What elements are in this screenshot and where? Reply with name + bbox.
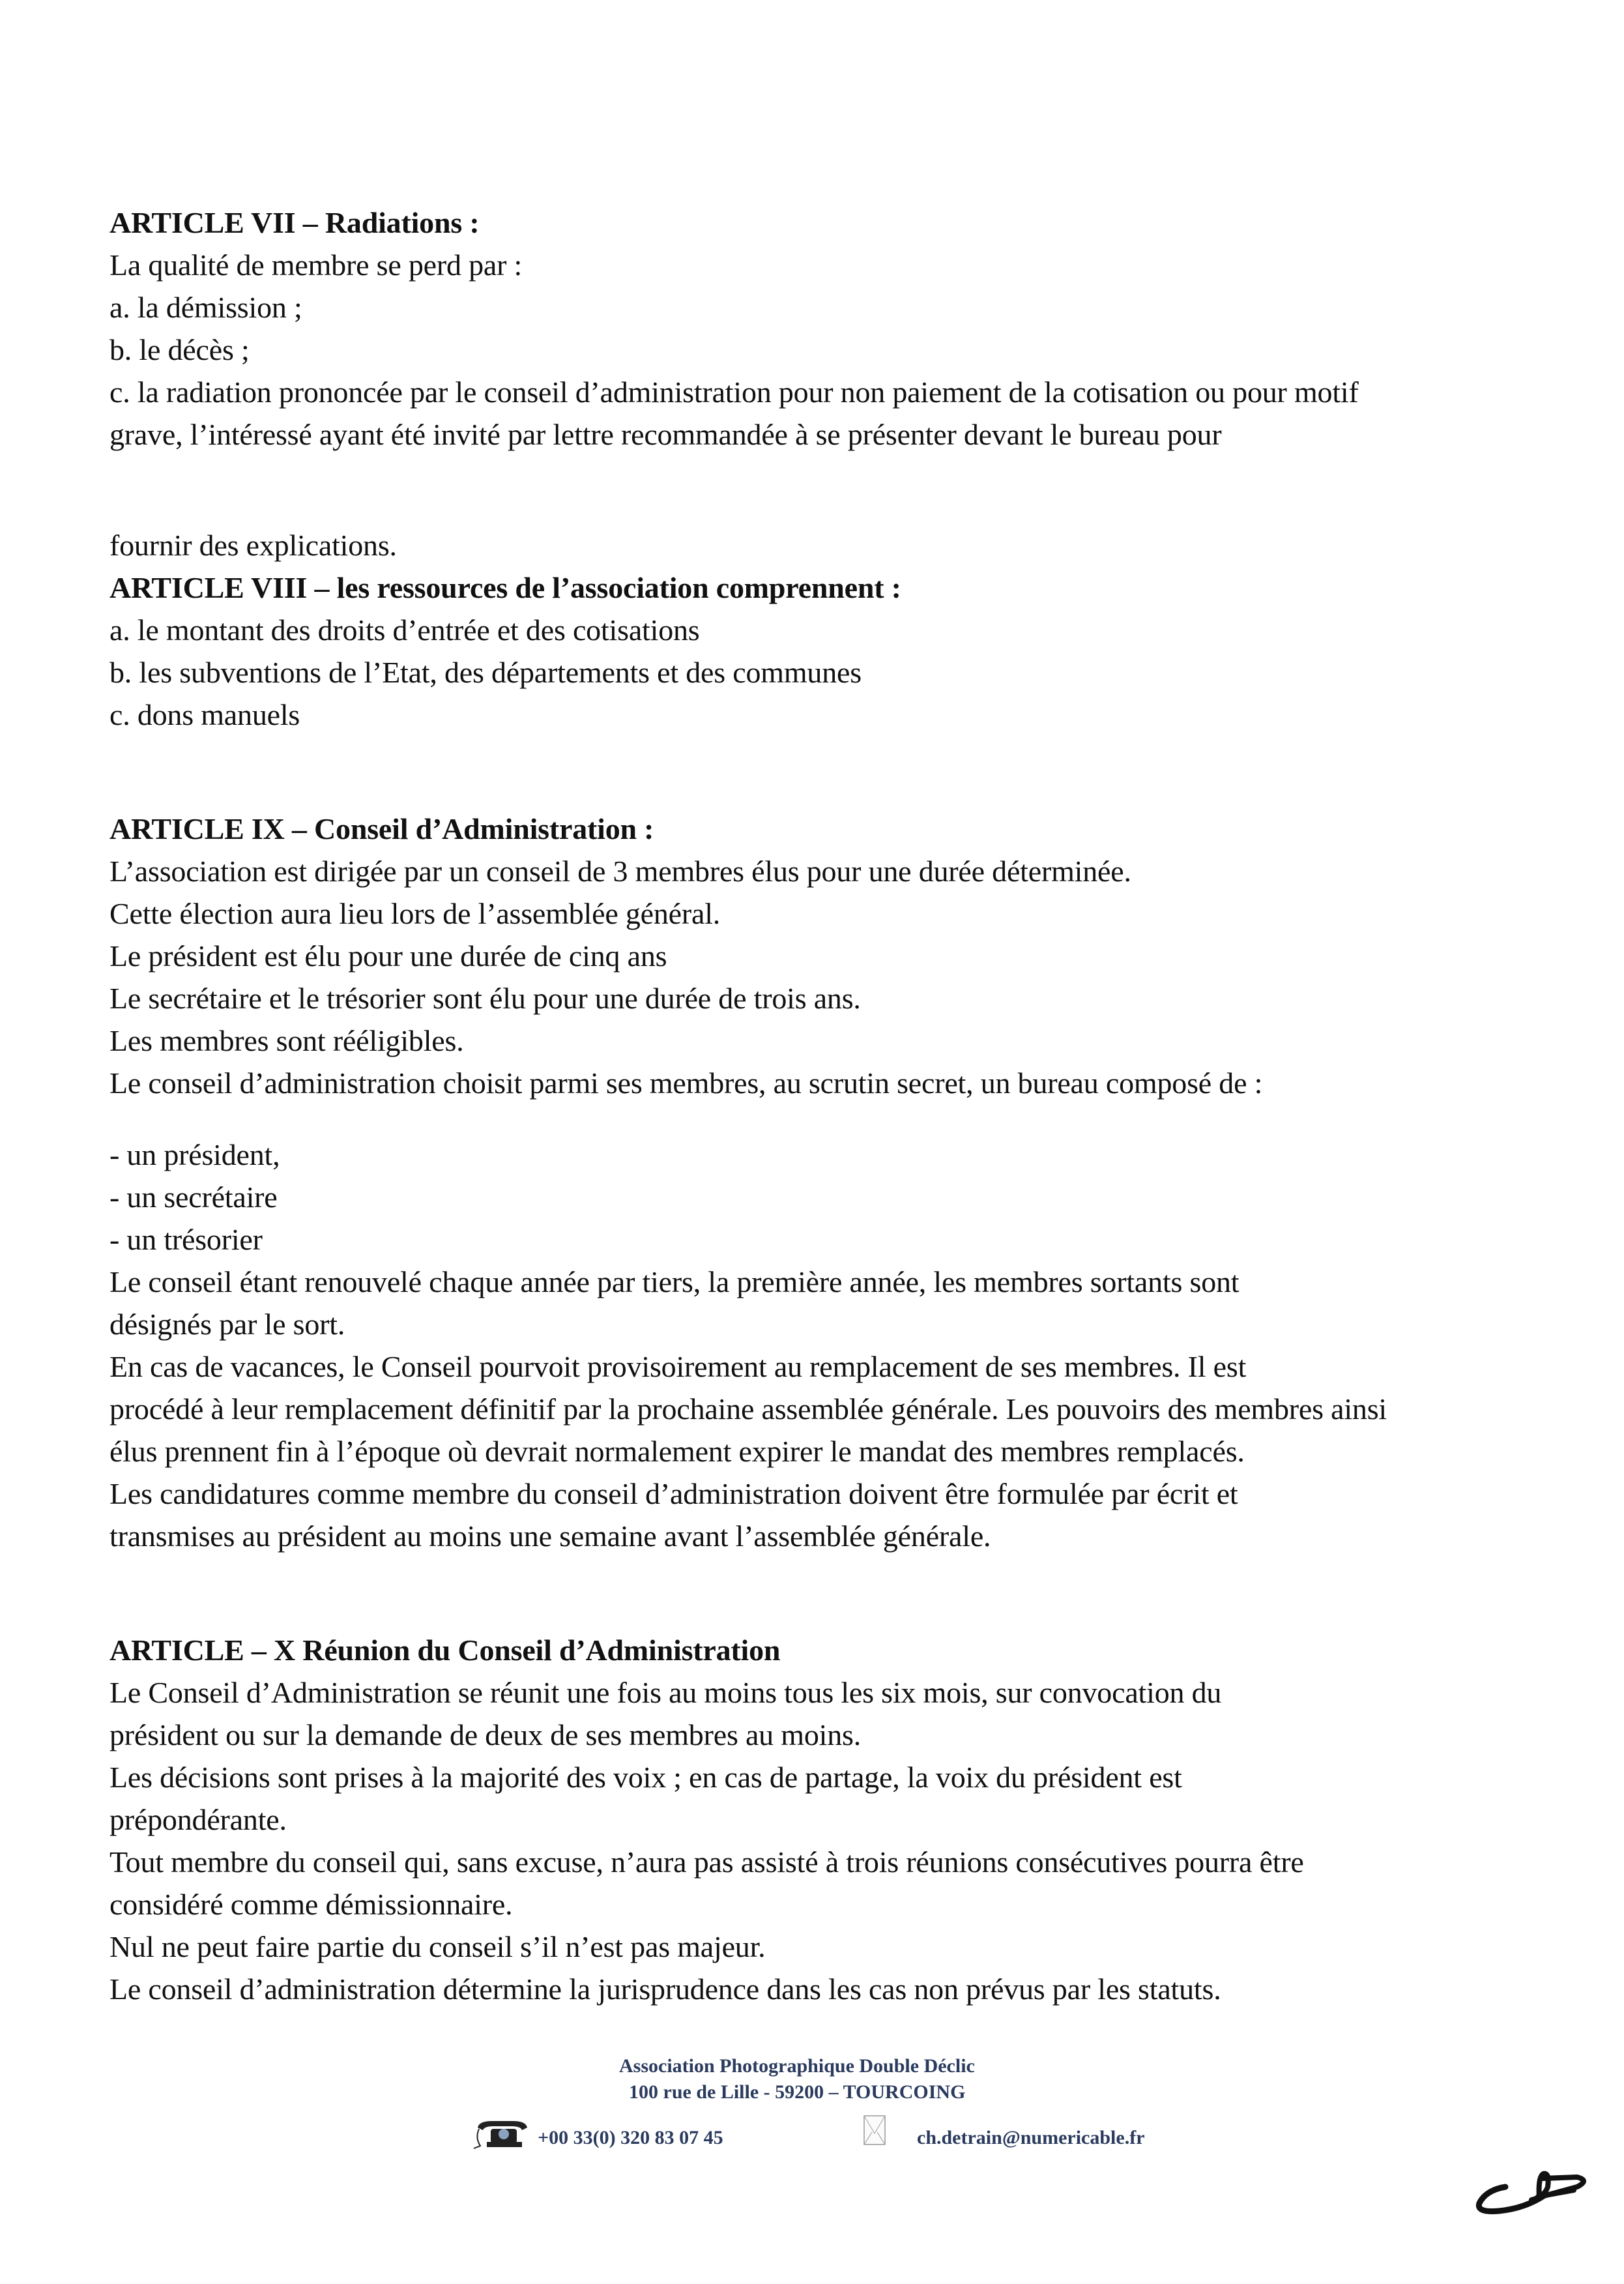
article-vii-line: c. la radiation prononcée par le conseil d’administration pour non paiement de la cotisation ou pour motif	[109, 375, 1359, 409]
article-x-line: considéré comme démissionnaire.	[109, 1888, 513, 1921]
article-ix-line: L’association est dirigée par un conseil de 3 membres élus pour une durée déterminée.	[109, 855, 1131, 888]
article-viii-title: ARTICLE VIII – les ressources de l’association comprennent :	[109, 571, 901, 604]
article-viii-line: c. dons manuels	[109, 698, 300, 731]
article-ix-line: élus prennent fin à l’époque où devrait normalement expirer le mandat des membres remplacés.	[109, 1435, 1245, 1468]
organization-name: Association Photographique Double Déclic	[619, 2055, 975, 2077]
article-viii-line: a. le montant des droits d’entrée et des cotisations	[109, 613, 700, 647]
phone-number: +00 33(0) 320 83 07 45	[538, 2127, 723, 2148]
article-ix-line: - un président,	[109, 1138, 280, 1171]
article-ix-line: procédé à leur remplacement définitif par la prochaine assemblée générale. Les pouvoirs des membres ainsi	[109, 1392, 1387, 1426]
article-ix-line: Les candidatures comme membre du conseil d’administration doivent être formulée par écrit et	[109, 1477, 1238, 1510]
article-vii-line: grave, l’intéressé ayant été invité par lettre recommandée à se présenter devant le bureau pour	[109, 418, 1222, 451]
article-x-line: Nul ne peut faire partie du conseil s’il n’est pas majeur.	[109, 1930, 766, 1963]
article-ix-line: Cette élection aura lieu lors de l’assemblée général.	[109, 897, 721, 930]
telephone-icon	[472, 2118, 531, 2154]
article-ix-line: - un trésorier	[109, 1223, 263, 1256]
article-ix-line: En cas de vacances, le Conseil pourvoit provisoirement au remplacement de ses membres. Il est	[109, 1350, 1247, 1383]
article-x-line: Les décisions sont prises à la majorité des voix ; en cas de partage, la voix du président est	[109, 1761, 1182, 1794]
article-ix-line: transmises au président au moins une semaine avant l’assemblée générale.	[109, 1519, 991, 1553]
envelope-icon	[863, 2115, 886, 2148]
article-ix-line: désignés par le sort.	[109, 1308, 345, 1341]
email-address: ch.detrain@numericable.fr	[917, 2127, 1145, 2148]
article-x-line: président ou sur la demande de deux de ses membres au moins.	[109, 1718, 862, 1751]
article-vii-line: La qualité de membre se perd par :	[109, 248, 523, 282]
article-ix-title: ARTICLE IX – Conseil d’Administration :	[109, 812, 654, 845]
article-ix-line: Le conseil étant renouvelé chaque année par tiers, la première année, les membres sortants sont	[109, 1265, 1240, 1298]
article-ix-line: Le conseil d’administration choisit parmi ses membres, au scrutin secret, un bureau composé de :	[109, 1066, 1263, 1100]
article-x-title: ARTICLE – X Réunion du Conseil d’Administration	[109, 1633, 781, 1667]
article-viii-line: b. les subventions de l’Etat, des départements et des communes	[109, 656, 862, 689]
article-vii-line: a. la démission ;	[109, 291, 302, 324]
handwritten-signature-icon	[1466, 2158, 1597, 2226]
article-ix-line: Le secrétaire et le trésorier sont élu pour une durée de trois ans.	[109, 982, 861, 1015]
article-x-line: prépondérante.	[109, 1803, 287, 1836]
article-vii-title: ARTICLE VII – Radiations :	[109, 206, 480, 239]
article-x-line: Le Conseil d’Administration se réunit une fois au moins tous les six mois, sur convocation du	[109, 1676, 1222, 1709]
article-ix-line: Le président est élu pour une durée de cinq ans	[109, 939, 667, 973]
article-x-line: Tout membre du conseil qui, sans excuse, n’aura pas assisté à trois réunions consécutives pourra être	[109, 1845, 1304, 1879]
article-vii-line: b. le décès ;	[109, 333, 250, 366]
article-vii-line: fournir des explications.	[109, 529, 397, 562]
organization-address: 100 rue de Lille - 59200 – TOURCOING	[629, 2081, 966, 2103]
article-x-line: Le conseil d’administration détermine la jurisprudence dans les cas non prévus par les statuts.	[109, 1972, 1221, 2006]
article-ix-line: Les membres sont rééligibles.	[109, 1024, 464, 1057]
article-ix-line: - un secrétaire	[109, 1180, 278, 1214]
